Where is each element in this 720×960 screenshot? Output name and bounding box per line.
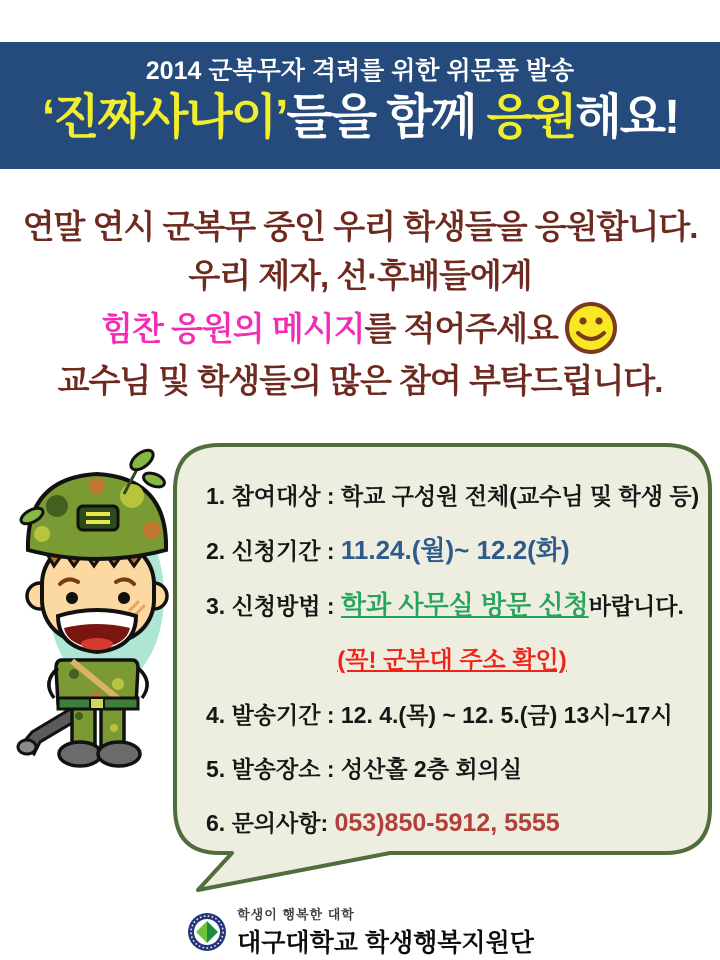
- warning-note: [206, 645, 698, 676]
- item-suffix: 바랍니다.: [588, 593, 684, 619]
- footer-logo: [0, 904, 720, 959]
- banner-title-middle: 들을 함께: [286, 91, 487, 144]
- item-value-phone: 053)850-5912, 5555: [334, 809, 560, 837]
- banner: [0, 42, 720, 169]
- list-item-application-period: [206, 535, 698, 566]
- item-number: 6.: [206, 810, 226, 836]
- torso-camo-uniform: [49, 660, 147, 709]
- item-value: 학교 구성원 전체(교수님 및 학생 등): [340, 483, 700, 509]
- list-item-shipping-period: [206, 700, 698, 730]
- banner-title-end: 해요!: [575, 91, 679, 144]
- info-list: [206, 481, 698, 838]
- banner-title-highlight2: 응원: [486, 91, 576, 144]
- list-item-participants: [206, 481, 698, 511]
- soldier-mascot-illustration: [2, 446, 186, 774]
- footer-text: [237, 904, 534, 959]
- footer-slogan: 학생이 행복한 대학: [237, 907, 355, 922]
- item-label: 신청방법 :: [231, 593, 341, 619]
- intro-line2: 우리 제자, 선·후배들에게: [188, 257, 532, 294]
- item-number: 2.: [206, 538, 226, 564]
- item-label: 발송기간 :: [231, 702, 341, 728]
- item-number: 1.: [206, 483, 226, 509]
- warning-note-text: (꼭! 군부대 주소 확인): [337, 647, 567, 674]
- banner-subtitle: 2014 군복무자 격려를 위한 위문품 발송: [145, 57, 575, 85]
- camo-helmet: [28, 474, 166, 559]
- intro-line4: 교수님 및 학생들의 많은 참여 부탁드립니다.: [57, 362, 663, 399]
- legs-boots: [59, 708, 140, 766]
- item-value-method: 학과 사무실 방문 신청: [340, 590, 589, 620]
- item-value: 성산홀 2층 회의실: [340, 756, 522, 782]
- university-emblem-icon: [186, 911, 228, 953]
- item-label: 발송장소 :: [231, 756, 341, 782]
- intro-line3-rest: 를 적어주세요: [364, 310, 558, 347]
- intro-line3-highlight: 힘찬 응원의 메시지: [101, 310, 365, 347]
- intro-line1: 연말 연시 군복무 중인 우리 학생들을 응원합니다.: [22, 208, 698, 245]
- banner-title-quoted-highlight: ‘진짜사나이’: [41, 91, 287, 144]
- banner-title: [0, 90, 720, 146]
- smiley-face-icon: [563, 300, 619, 356]
- item-number: 5.: [206, 756, 226, 782]
- footer-organization: 대구대학교 학생행복지원단: [237, 929, 534, 957]
- list-item-contact: [206, 808, 698, 838]
- item-label: 문의사항:: [231, 810, 335, 836]
- item-label: 신청기간 :: [231, 538, 341, 564]
- list-item-shipping-place: [206, 754, 698, 784]
- item-number: 3.: [206, 593, 226, 619]
- item-value-dates: 11.24.(월)~ 12.2(화): [340, 535, 570, 565]
- item-number: 4.: [206, 702, 226, 728]
- intro-paragraph: [0, 202, 720, 405]
- item-value: 12. 4.(목) ~ 12. 5.(금) 13시~17시: [340, 702, 673, 728]
- list-item-application-method: [206, 590, 698, 621]
- intro-line3: [0, 300, 720, 356]
- item-label: 참여대상 :: [231, 483, 341, 509]
